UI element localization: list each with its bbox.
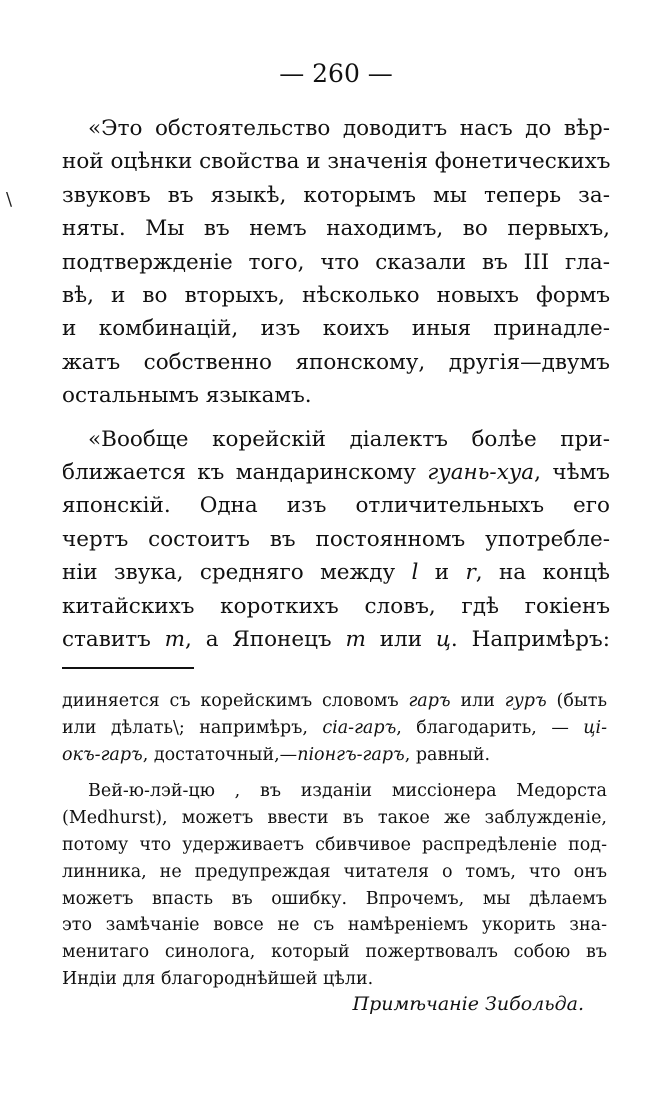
margin-mark: \ [6, 189, 13, 210]
italic-term: сіа-гаръ [322, 717, 397, 738]
footnote-line: менитаго синолога, который пожертвовалъ собою въ [62, 942, 607, 963]
paragraph-2 [62, 423, 610, 657]
text-run: , равный. [404, 744, 491, 765]
text-run: , достаточный,— [142, 744, 298, 765]
italic-term: гаръ [408, 691, 451, 711]
footnote-rule [62, 667, 194, 669]
text-run: или [365, 627, 436, 653]
text-line: ной оцѣнки свойства и значенія фонетическихъ [62, 149, 611, 175]
text-line: подтвержденіе того, что сказали въ III гла- [62, 249, 610, 275]
text-line: жатъ собственно японскому, другія—двумъ [62, 349, 610, 375]
footnote-line: (Medhurst), можетъ ввести въ такое же заблужденіе, [62, 808, 607, 829]
text-run: . Напримѣръ: [450, 627, 610, 653]
text-line: и комбинацій, изъ коихъ иныя принадле- [62, 316, 610, 342]
italic-letter: т [164, 627, 186, 653]
footnote-line [62, 688, 607, 715]
italic-term: гуръ [504, 691, 547, 711]
footnote-line: можетъ впасть въ ошибку. Впрочемъ, мы дѣлаемъ [62, 888, 607, 909]
text-run: или [450, 691, 505, 711]
italic-letter: ц [435, 627, 451, 653]
text-line: японскій. Одна изъ отличительныхъ его [62, 493, 610, 519]
text-line: «Вообще корейскій діалектъ болѣе при- [88, 426, 610, 452]
text-run: ставитъ [62, 627, 165, 653]
footnote-line [62, 715, 607, 742]
paragraph-1 [62, 112, 610, 413]
text-run: , на концѣ [475, 560, 610, 586]
footnote-line: Индіи для благороднѣйшей цѣли. [62, 968, 374, 989]
footnote-line: линника, не предупреждая читателя о томъ, что онъ [62, 861, 607, 882]
text-run: и [418, 560, 466, 586]
text-run: ніи звука, средняго между [62, 560, 412, 586]
footnote-line [62, 742, 607, 769]
footnote-line: Вей-ю-лэй-цю , въ изданіи миссіонера Медорста [88, 781, 607, 802]
text-line: китайскихъ короткихъ словъ, гдѣ гокіенъ [62, 593, 610, 619]
text-line: вѣ, и во вторыхъ, нѣсколько новыхъ формъ [62, 283, 610, 309]
italic-term: гуань-хуа [427, 460, 535, 486]
text-line: остальнымъ языкамъ. [62, 383, 312, 409]
text-line: звуковъ въ языкѣ, которымъ мы теперь за- [62, 182, 610, 208]
text-run: или дѣлать\; напримѣръ, [62, 717, 323, 738]
text-run: дииняется съ корейскимъ словомъ [62, 691, 409, 711]
text-run: , чѣмъ [534, 460, 610, 486]
text-run: , а Японецъ [185, 627, 346, 653]
footnote-1 [62, 688, 607, 768]
footnote-line: потому что удерживаетъ сбивчивое распредѣленіе под- [62, 834, 607, 855]
footnote-line: это замѣчаніе вовсе не съ намѣреніемъ укорить зна- [62, 915, 607, 936]
text-line: «Это обстоятельство доводитъ насъ до вѣр- [88, 116, 610, 141]
text-run: , благодарить, — [396, 717, 584, 738]
text-line [62, 623, 610, 656]
page-number: — 260 — [279, 59, 393, 88]
text-line: чертъ состоитъ въ постоянномъ употребле- [62, 526, 610, 552]
main-text [62, 112, 610, 657]
signature: Примѣчаніе Зибольда. [352, 993, 584, 1015]
italic-letter: т [345, 627, 366, 653]
italic-letter: r [465, 560, 476, 586]
footnotes [62, 688, 607, 993]
italic-letter: l [411, 560, 419, 586]
text-run: (быть [546, 691, 607, 711]
text-line: няты. Мы въ немъ находимъ, во первыхъ, [62, 216, 610, 242]
footnote-2 [62, 778, 607, 992]
text-line [62, 456, 610, 489]
italic-term: окъ-гаръ [62, 744, 143, 765]
italic-term: ці- [583, 717, 607, 738]
text-run: ближается къ мандаринскому [62, 460, 428, 486]
text-line [62, 556, 610, 589]
italic-term: піонгъ-гаръ [297, 744, 405, 765]
